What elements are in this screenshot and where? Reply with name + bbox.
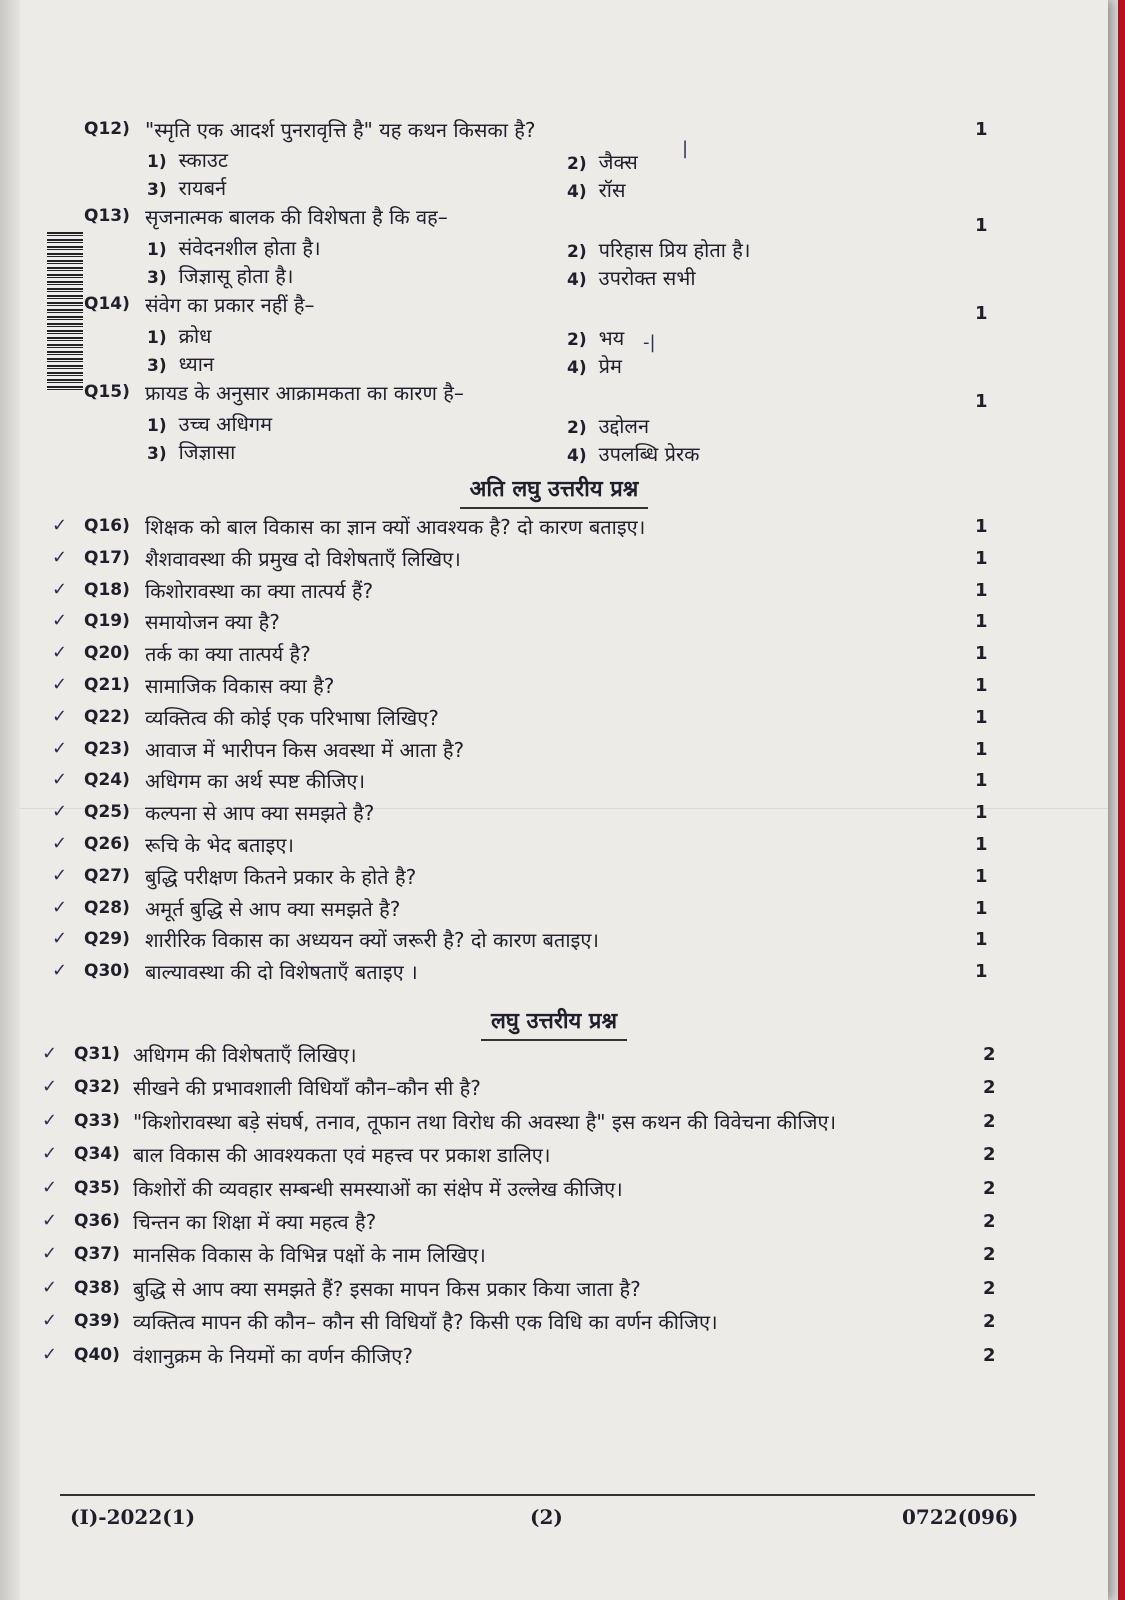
option-3: 3) ध्यान	[147, 352, 215, 376]
question-q12	[0, 116, 1108, 146]
question-marks: 2	[983, 1144, 996, 1166]
question-marks: 2	[983, 1177, 996, 1199]
check-mark-icon: ✓	[42, 1310, 58, 1332]
question-marks: 1	[975, 516, 988, 537]
question-marks: 1	[975, 865, 988, 887]
question-q30	[0, 958, 1108, 988]
question-q14	[0, 291, 1108, 324]
question-marks: 2	[983, 1344, 996, 1366]
check-mark-icon: ✓	[42, 1276, 58, 1298]
check-mark-icon: ✓	[52, 515, 68, 536]
question-q31	[0, 1041, 1108, 1071]
question-marks: 1	[975, 961, 988, 983]
question-q38	[0, 1275, 1108, 1305]
question-text: "स्मृति एक आदर्श पुनरावृत्ति है" यह कथन किसका है?	[145, 118, 536, 142]
question-q23	[0, 736, 1108, 766]
check-mark-icon: ✓	[52, 546, 68, 568]
question-number: Q25)	[84, 802, 130, 823]
question-text: चिन्तन का शिक्षा में क्या महत्व है?	[133, 1210, 377, 1234]
question-number: Q31)	[74, 1044, 120, 1064]
option-2: 2) उद्दोलन	[567, 414, 650, 438]
option-2: 2) भय	[567, 326, 625, 350]
question-q33	[0, 1108, 1108, 1138]
question-text: शारीरिक विकास का अध्ययन क्यों जरूरी है? दो कारण बताइए।	[145, 928, 599, 953]
question-marks: 1	[975, 611, 988, 633]
check-mark-icon: ✓	[42, 1243, 58, 1265]
question-q16	[0, 513, 1108, 543]
check-mark-icon: ✓	[52, 578, 68, 600]
question-number: Q26)	[84, 834, 130, 854]
question-number: Q17)	[84, 547, 130, 568]
check-mark-icon: ✓	[52, 705, 68, 727]
question-marks: 1	[975, 643, 988, 665]
question-text: वंशानुक्रम के नियमों का वर्णन कीजिए?	[133, 1343, 413, 1368]
question-text: कल्पना से आप क्या समझते है?	[145, 801, 375, 826]
question-number: Q39)	[74, 1311, 120, 1332]
question-text: रूचि के भेद बताइए।	[145, 833, 294, 857]
question-q15	[0, 379, 1108, 412]
question-text: "किशोरावस्था बड़े संघर्ष, तनाव, तूफान तथा विरोध की अवस्था है" इस कथन की विवेचना कीजिए।	[133, 1109, 837, 1134]
question-q34	[0, 1141, 1108, 1171]
question-q22	[0, 704, 1108, 734]
option-1: 1) संवेदनशील होता है।	[147, 236, 321, 260]
option-4: 4) प्रेम	[567, 354, 622, 378]
question-marks: 1	[975, 579, 988, 601]
check-mark-icon: ✓	[52, 674, 68, 695]
question-marks: 1	[975, 706, 988, 728]
question-marks: 1	[975, 215, 988, 236]
option-2: 2) जैक्स	[567, 150, 638, 174]
question-number: Q22)	[84, 706, 130, 727]
check-mark-icon: ✓	[52, 928, 68, 950]
question-marks: 1	[975, 675, 988, 696]
question-text: शैशवावस्था की प्रमुख दो विशेषताएँ लिखिए।	[145, 546, 461, 571]
question-q26	[0, 831, 1108, 861]
footer-rule	[60, 1494, 1035, 1496]
question-marks: 2	[983, 1244, 996, 1266]
question-number: Q15)	[84, 382, 130, 402]
question-text: व्यक्तित्व की कोई एक परिभाषा लिखिए?	[145, 705, 439, 730]
question-q40	[0, 1342, 1108, 1372]
question-marks: 1	[975, 119, 988, 140]
question-number: Q34)	[74, 1144, 120, 1165]
question-text: बाल्यावस्था की दो विशेषताएँ बताइए ।	[145, 960, 418, 985]
question-q27	[0, 863, 1108, 893]
question-number: Q29)	[84, 929, 130, 950]
question-q37	[0, 1241, 1108, 1271]
question-text: शिक्षक को बाल विकास का ज्ञान क्यों आवश्यक है? दो कारण बताइए।	[145, 515, 646, 539]
question-text: सामाजिक विकास क्या है?	[145, 674, 335, 698]
question-number: Q24)	[84, 770, 130, 791]
question-marks: 2	[983, 1044, 996, 1065]
question-q24	[0, 767, 1108, 797]
check-mark-icon: ✓	[52, 833, 68, 854]
question-number: Q38)	[74, 1277, 120, 1298]
question-q36	[0, 1208, 1108, 1238]
option-2: 2) परिहास प्रिय होता है।	[567, 238, 751, 262]
question-number: Q28)	[84, 897, 130, 918]
question-text: बाल विकास की आवश्यकता एवं महत्त्व पर प्रकाश डालिए।	[133, 1143, 551, 1168]
question-text: बुद्धि परीक्षण कितने प्रकार के होते है?	[145, 864, 417, 889]
check-mark-icon: ✓	[52, 737, 68, 759]
check-mark-icon: ✓	[52, 960, 68, 982]
question-q35	[0, 1175, 1108, 1205]
question-q29	[0, 926, 1108, 956]
question-number: Q32)	[74, 1077, 120, 1098]
question-q32	[0, 1074, 1108, 1104]
check-mark-icon: ✓	[52, 801, 68, 823]
question-marks: 2	[983, 1211, 996, 1232]
option-4: 4) रॉस	[567, 178, 626, 202]
option-1: 1) क्रोध	[147, 324, 212, 348]
check-mark-icon: ✓	[52, 896, 68, 918]
question-q19	[0, 608, 1108, 638]
check-mark-icon: ✓	[52, 642, 68, 664]
question-q17	[0, 545, 1108, 575]
question-text: व्यक्तित्व मापन की कौन– कौन सी विधियाँ है? किसी एक विधि का वर्णन कीजिए।	[133, 1310, 718, 1335]
question-q13	[0, 203, 1108, 236]
question-marks: 1	[975, 770, 988, 792]
question-number: Q12)	[84, 119, 130, 139]
question-marks: 2	[983, 1277, 996, 1299]
question-number: Q16)	[84, 516, 130, 536]
question-number: Q13)	[84, 206, 130, 226]
question-marks: 1	[975, 738, 988, 760]
check-mark-icon: ✓	[52, 769, 68, 791]
question-text: समायोजन क्या है?	[145, 610, 280, 635]
question-number: Q21)	[84, 675, 130, 695]
question-text: अमूर्त बुद्धि से आप क्या समझते है?	[145, 896, 401, 921]
footer-paper-code: (I)-2022(1)	[70, 1505, 196, 1529]
question-marks: 1	[975, 391, 988, 412]
question-marks: 1	[975, 802, 988, 824]
question-marks: 1	[975, 303, 988, 324]
question-marks: 1	[975, 547, 988, 569]
question-number: Q18)	[84, 579, 130, 600]
question-number: Q36)	[74, 1211, 120, 1231]
question-marks: 2	[983, 1110, 996, 1132]
question-q25	[0, 799, 1108, 829]
question-text: किशोरों की व्यवहार सम्बन्धी समस्याओं का संक्षेप में उल्लेख कीजिए।	[133, 1176, 623, 1201]
question-number: Q14)	[84, 294, 130, 314]
option-3: 3) जिज्ञासू होता है।	[147, 264, 294, 288]
question-number: Q27)	[84, 865, 130, 886]
question-text: तर्क का क्या तात्पर्य है?	[145, 642, 311, 667]
option-3: 3) रायबर्न	[147, 176, 227, 200]
question-number: Q40)	[74, 1344, 120, 1365]
check-mark-icon: ✓	[42, 1176, 58, 1198]
check-mark-icon: ✓	[52, 864, 68, 886]
question-q20	[0, 640, 1108, 670]
check-mark-icon: ✓	[42, 1343, 58, 1365]
question-text: फ्रायड के अनुसार आक्रामकता का कारण है–	[145, 381, 464, 405]
question-text: सृजनात्मक बालक की विशेषता है कि वह–	[145, 205, 448, 229]
question-q39	[0, 1308, 1108, 1338]
option-3: 3) जिज्ञासा	[147, 440, 236, 464]
check-mark-icon: ✓	[42, 1109, 58, 1131]
section-heading-very-short: अति लघु उत्तरीय प्रश्न	[0, 473, 1108, 509]
question-q21	[0, 672, 1108, 702]
question-marks: 2	[983, 1311, 996, 1333]
option-4: 4) उपरोक्त सभी	[567, 266, 696, 290]
question-marks: 1	[975, 929, 988, 951]
option-4: 4) उपलब्धि प्रेरक	[567, 442, 700, 466]
question-marks: 2	[983, 1077, 996, 1099]
question-number: Q30)	[84, 961, 130, 982]
question-text: बुद्धि से आप क्या समझते हैं? इसका मापन किस प्रकार किया जाता है?	[133, 1276, 641, 1301]
question-q28	[0, 895, 1108, 925]
question-text: अधिगम का अर्थ स्पष्ट कीजिए।	[145, 769, 366, 794]
pen-stroke-mark: |	[682, 138, 689, 159]
option-1: 1) स्काउट	[147, 148, 228, 172]
question-number: Q23)	[84, 738, 130, 759]
question-text: संवेग का प्रकार नहीं है–	[145, 293, 315, 317]
question-number: Q35)	[74, 1177, 120, 1198]
question-text: अधिगम की विशेषताएँ लिखिए।	[133, 1043, 357, 1067]
question-number: Q20)	[84, 643, 130, 664]
check-mark-icon: ✓	[42, 1043, 58, 1064]
question-q18	[0, 577, 1108, 607]
question-marks: 1	[975, 897, 988, 919]
check-mark-icon: ✓	[52, 610, 68, 632]
check-mark-icon: ✓	[42, 1210, 58, 1231]
question-text: सीखने की प्रभावशाली विधियाँ कौन–कौन सी है?	[133, 1076, 481, 1101]
question-number: Q33)	[74, 1110, 120, 1131]
question-text: किशोरावस्था का क्या तात्पर्य हैं?	[145, 578, 374, 603]
check-mark-icon: ✓	[42, 1143, 58, 1165]
pen-stroke-mark: -|	[643, 332, 656, 353]
footer-page-number: (2)	[530, 1505, 563, 1529]
question-number: Q37)	[74, 1244, 120, 1265]
option-1: 1) उच्च अधिगम	[147, 412, 273, 436]
footer-subject-code: 0722(096)	[902, 1505, 1019, 1529]
question-text: मानसिक विकास के विभिन्न पक्षों के नाम लिखिए।	[133, 1243, 486, 1268]
check-mark-icon: ✓	[42, 1076, 58, 1098]
question-marks: 1	[975, 834, 988, 855]
question-text: आवाज में भारीपन किस अवस्था में आता है?	[145, 737, 465, 762]
question-number: Q19)	[84, 611, 130, 632]
section-heading-short: लघु उत्तरीय प्रश्न	[0, 1005, 1108, 1041]
